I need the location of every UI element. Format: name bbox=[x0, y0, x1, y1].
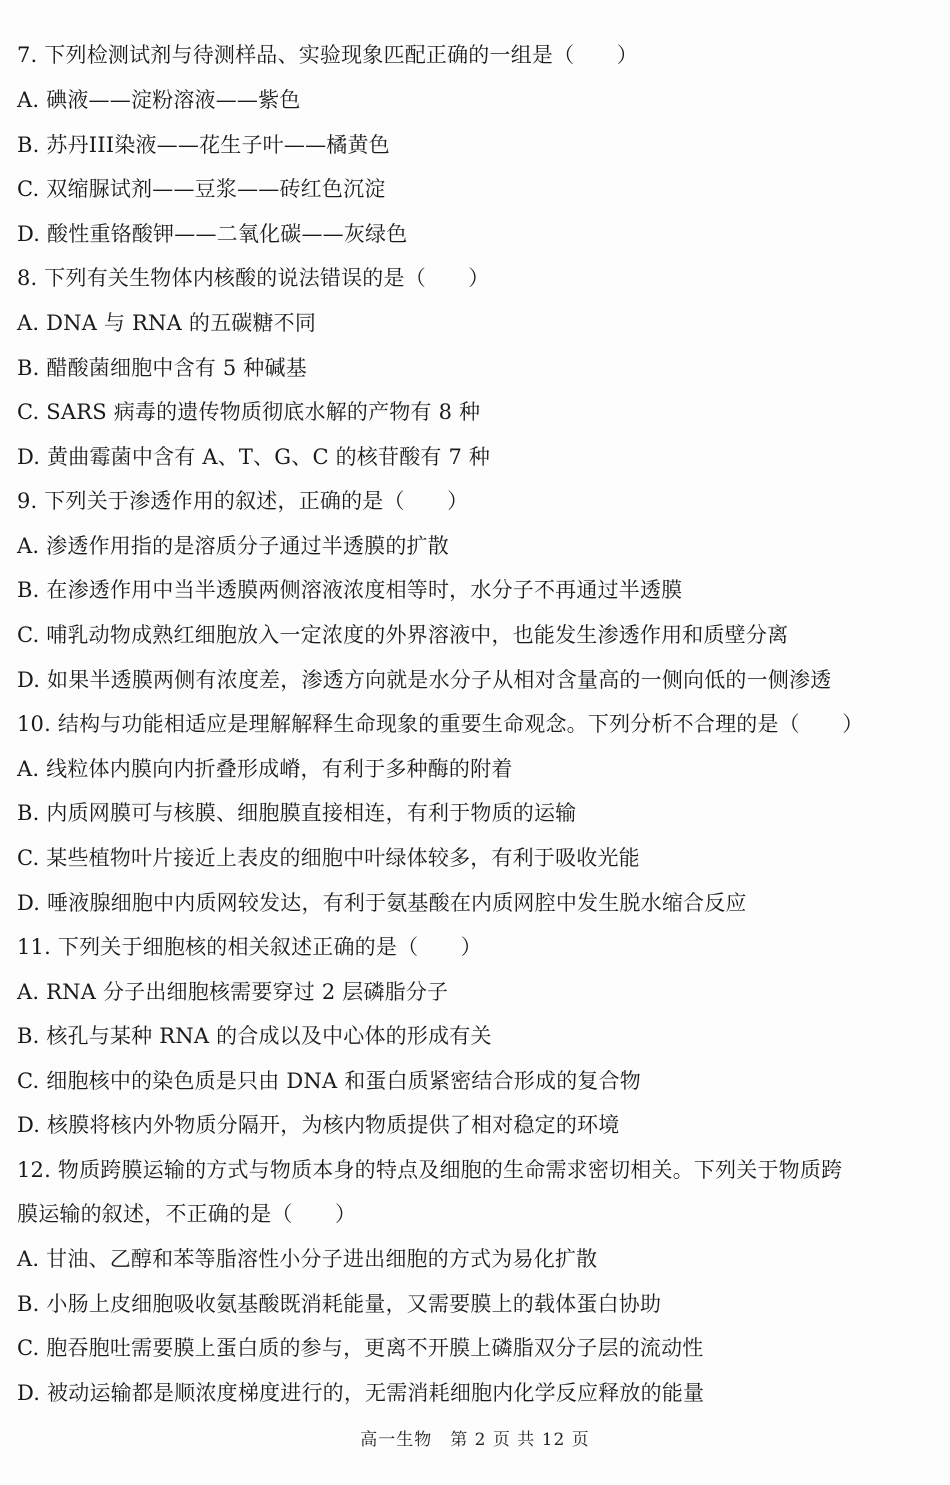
question-7-option-a: A. 碘液——淀粉溶液——紫色 bbox=[17, 88, 301, 112]
question-8-option-d: D. 黄曲霉菌中含有 A、T、G、C 的核苷酸有 7 种 bbox=[17, 445, 491, 469]
question-7-option-d: D. 酸性重铬酸钾——二氧化碳——灰绿色 bbox=[17, 222, 408, 246]
question-8-option-a: A. DNA 与 RNA 的五碳糖不同 bbox=[17, 311, 317, 335]
question-8-stem: 8. 下列有关生物体内核酸的说法错误的是（ ） bbox=[17, 266, 490, 290]
question-10-option-a: A. 线粒体内膜向内折叠形成嵴，有利于多种酶的附着 bbox=[17, 757, 513, 781]
question-9-option-b: B. 在渗透作用中当半透膜两侧溶液浓度相等时，水分子不再通过半透膜 bbox=[17, 578, 683, 602]
question-7-stem: 7. 下列检测试剂与待测样品、实验现象匹配正确的一组是（ ） bbox=[17, 43, 638, 67]
question-11-option-a: A. RNA 分子出细胞核需要穿过 2 层磷脂分子 bbox=[17, 980, 449, 1004]
question-12-option-b: B. 小肠上皮细胞吸收氨基酸既消耗能量，又需要膜上的载体蛋白协助 bbox=[17, 1292, 662, 1316]
question-10-stem: 10. 结构与功能相适应是理解解释生命现象的重要生命观念。下列分析不合理的是（ ） bbox=[17, 712, 864, 736]
question-9-option-a: A. 渗透作用指的是溶质分子通过半透膜的扩散 bbox=[17, 534, 449, 558]
question-11-option-d: D. 核膜将核内外物质分隔开，为核内物质提供了相对稳定的环境 bbox=[17, 1113, 620, 1137]
question-10-option-c: C. 某些植物叶片接近上表皮的细胞中叶绿体较多，有利于吸收光能 bbox=[17, 846, 640, 870]
question-12-stem-line-1: 12. 物质跨膜运输的方式与物质本身的特点及细胞的生命需求密切相关。下列关于物质跨 bbox=[17, 1158, 843, 1182]
question-11-option-c: C. 细胞核中的染色质是只由 DNA 和蛋白质紧密结合形成的复合物 bbox=[17, 1069, 641, 1093]
question-9-option-d: D. 如果半透膜两侧有浓度差，渗透方向就是水分子从相对含量高的一侧向低的一侧渗透 bbox=[17, 668, 832, 692]
question-9-option-c: C. 哺乳动物成熟红细胞放入一定浓度的外界溶液中，也能发生渗透作用和质壁分离 bbox=[17, 623, 789, 647]
question-7-option-b: B. 苏丹III染液——花生子叶——橘黄色 bbox=[17, 133, 390, 157]
question-8-option-c: C. SARS 病毒的遗传物质彻底水解的产物有 8 种 bbox=[17, 400, 481, 424]
question-12-option-c: C. 胞吞胞吐需要膜上蛋白质的参与，更离不开膜上磷脂双分子层的流动性 bbox=[17, 1336, 704, 1360]
question-7-option-c: C. 双缩脲试剂——豆浆——砖红色沉淀 bbox=[17, 177, 386, 201]
question-10-option-d: D. 唾液腺细胞中内质网较发达，有利于氨基酸在内质网腔中发生脱水缩合反应 bbox=[17, 891, 747, 915]
question-12-option-a: A. 甘油、乙醇和苯等脂溶性小分子进出细胞的方式为易化扩散 bbox=[17, 1247, 598, 1271]
question-11-stem: 11. 下列关于细胞核的相关叙述正确的是（ ） bbox=[17, 935, 482, 959]
question-12-stem-line-2: 膜运输的叙述，不正确的是（ ） bbox=[17, 1202, 357, 1226]
page-footer: 高一生物 第 2 页 共 12 页 bbox=[360, 1430, 590, 1450]
question-12-option-d: D. 被动运输都是顺浓度梯度进行的，无需消耗细胞内化学反应释放的能量 bbox=[17, 1381, 705, 1405]
question-10-option-b: B. 内质网膜可与核膜、细胞膜直接相连，有利于物质的运输 bbox=[17, 801, 577, 825]
question-11-option-b: B. 核孔与某种 RNA 的合成以及中心体的形成有关 bbox=[17, 1024, 492, 1048]
question-9-stem: 9. 下列关于渗透作用的叙述，正确的是（ ） bbox=[17, 489, 469, 513]
question-8-option-b: B. 醋酸菌细胞中含有 5 种碱基 bbox=[17, 356, 307, 380]
